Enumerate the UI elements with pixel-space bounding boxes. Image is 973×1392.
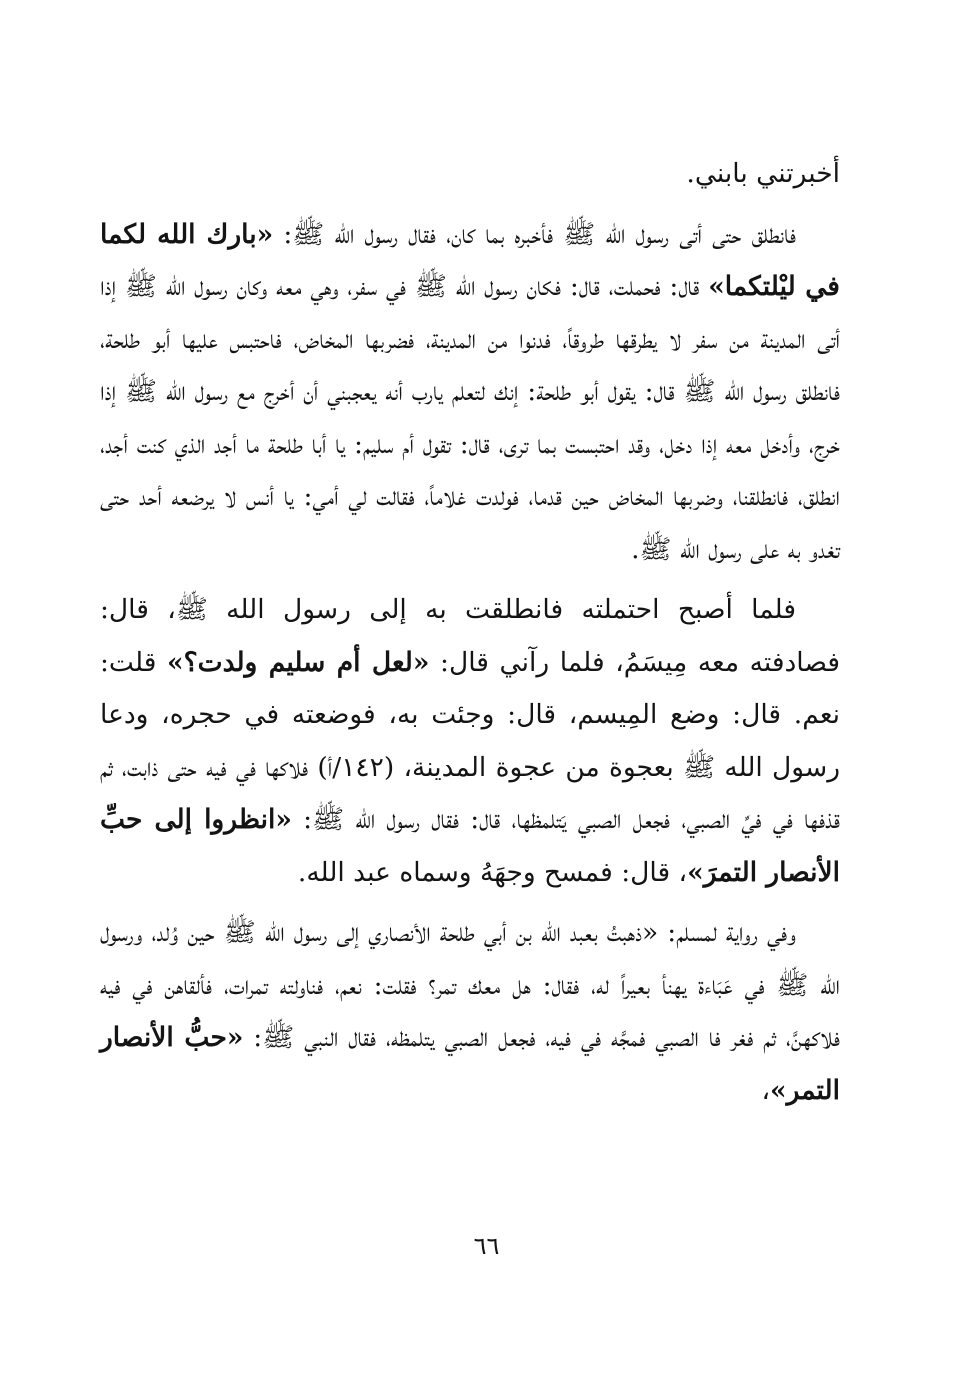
hadith-quote: «لعل أم سليم ولدت؟» [167, 646, 430, 678]
paragraph-1 [100, 148, 840, 201]
page-number: ٦٦ [473, 1232, 500, 1260]
text-segment: فانطلق حتى أتى رسول الله ﷺ فأخبره بما كان، فقال رسول الله ﷺ: [273, 218, 797, 250]
hadith-quote: «انظروا إلى حبِّ الأنصار التمرَ» [100, 804, 840, 888]
hadith-quote: «بارك الله لكما في ليْلتكما» [100, 218, 840, 302]
paragraph-3 [100, 584, 840, 899]
text-segment: قال: فحملت، قال: فكان رسول الله ﷺ في سفر، وهي معه وكان رسول الله ﷺ إذا أتى المدينة من سفر لا يطرقها طروقاً، فدنوا من المدينة، فضربها المخاض، فاحتبس عليها أبو طلحة، فانطلق رسول الله ﷺ قال: يقول أبو طلحة: إنك لتعلم يارب أنه يعجبني أن أخرج مع رسول الله ﷺ إذا خرج، وأدخل معه إذا دخل، وقد احتبست بما ترى، قال: تقول أم سليم: يا أبا طلحة ما أجد الذي كنت أجد، انطلق، فانطلقنا، وضربها المخاض حين قدما، فولدت غلاماً، فقالت لي أمي: يا أنس لا يرضعه أحد حتى تغدو به على رسول الله ﷺ. [100, 271, 840, 565]
text-segment: قلت: نعم. قال: وضع المِيسم، قال: وجئت به، فوضعته في حجره، ودعا رسول الله ﷺ بعجوة من عجوة المدينة، (١٤٢/أ) فلاكها في فيه حتى ذابت، ثم قذفها في فيِّ الصبي، فجعل الصبي يَتلمظها، قال: فقال رسول الله ﷺ: [100, 646, 840, 835]
text-segment: فلما أصبح احتملته فانطلقت به إلى رسول الله ﷺ، قال: فصادفته معه مِيسَمُ، فلما رآني قال: [100, 594, 841, 678]
text-segment: ، [761, 1074, 771, 1106]
text-segment: ، قال: فمسح وجهَهُ وسماه عبد الله. [297, 856, 688, 888]
page-text [100, 148, 840, 1117]
paragraph-2 [100, 209, 840, 577]
text-segment: وفي رواية لمسلم: «ذهبتُ بعبد الله بن أبي طلحة الأنصاري إلى رسول الله ﷺ حين وُلد، ورسول الله ﷺ في عَبَاءة يهنأ بعيراً له، فقال: هل معك تمر؟ فقلت: نعم، فناولته تمرات، فألقاهن في فيه فلاكهنَّ، ثم فغر فا الصبي فمجَّه في فيه، فجعل الصبي يتلمظه، فقال النبي ﷺ: [100, 917, 840, 1053]
text-segment: أخبرتني بابني. [686, 158, 840, 189]
paragraph-4 [100, 907, 840, 1117]
hadith-quote: «حبُّ الأنصار التمر» [100, 1022, 840, 1106]
